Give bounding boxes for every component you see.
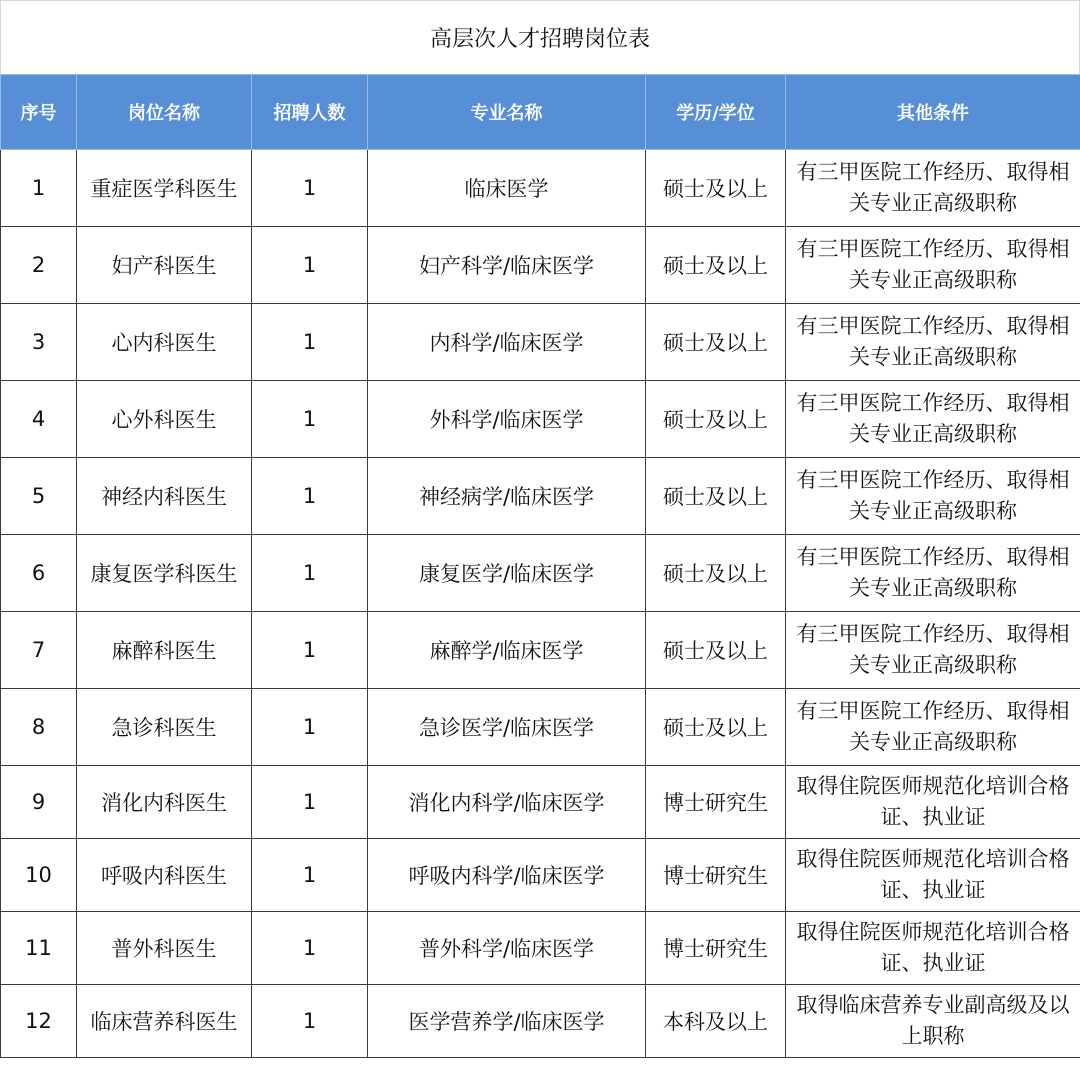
cell-other-conditions: 有三甲医院工作经历、取得相关专业正高级职称 [786,381,1080,458]
cell-position-name: 心内科医生 [77,304,252,381]
cell-position-name: 妇产科医生 [77,227,252,304]
cell-major: 消化内科学/临床医学 [368,766,646,839]
cell-degree: 博士研究生 [646,766,786,839]
table-row [1,535,1080,612]
cell-row-index: 3 [1,304,77,381]
header-other-conditions: 其他条件 [786,75,1080,150]
recruitment-table [0,74,1080,1058]
cell-other-conditions: 取得临床营养专业副高级及以上职称 [786,985,1080,1058]
header-position-name: 岗位名称 [77,75,252,150]
cell-row-index: 12 [1,985,77,1058]
cell-degree: 硕士及以上 [646,458,786,535]
cell-degree: 硕士及以上 [646,304,786,381]
cell-headcount: 1 [252,839,368,912]
cell-major: 普外科学/临床医学 [368,912,646,985]
cell-row-index: 4 [1,381,77,458]
cell-major: 医学营养学/临床医学 [368,985,646,1058]
cell-position-name: 急诊科医生 [77,689,252,766]
table-row [1,150,1080,227]
table-row [1,304,1080,381]
cell-other-conditions: 有三甲医院工作经历、取得相关专业正高级职称 [786,689,1080,766]
cell-other-conditions: 取得住院医师规范化培训合格证、执业证 [786,839,1080,912]
cell-headcount: 1 [252,912,368,985]
table-row [1,689,1080,766]
cell-major: 麻醉学/临床医学 [368,612,646,689]
cell-row-index: 10 [1,839,77,912]
cell-major: 呼吸内科学/临床医学 [368,839,646,912]
cell-row-index: 11 [1,912,77,985]
cell-row-index: 6 [1,535,77,612]
cell-row-index: 8 [1,689,77,766]
cell-major: 内科学/临床医学 [368,304,646,381]
cell-row-index: 5 [1,458,77,535]
cell-position-name: 消化内科医生 [77,766,252,839]
cell-row-index: 7 [1,612,77,689]
cell-row-index: 1 [1,150,77,227]
cell-major: 康复医学/临床医学 [368,535,646,612]
table-row [1,227,1080,304]
table-row [1,458,1080,535]
cell-other-conditions: 有三甲医院工作经历、取得相关专业正高级职称 [786,458,1080,535]
cell-other-conditions: 有三甲医院工作经历、取得相关专业正高级职称 [786,150,1080,227]
table-row [1,381,1080,458]
cell-position-name: 普外科医生 [77,912,252,985]
cell-degree: 硕士及以上 [646,381,786,458]
cell-degree: 博士研究生 [646,912,786,985]
cell-headcount: 1 [252,689,368,766]
cell-headcount: 1 [252,612,368,689]
cell-other-conditions: 取得住院医师规范化培训合格证、执业证 [786,766,1080,839]
header-degree: 学历/学位 [646,75,786,150]
cell-headcount: 1 [252,766,368,839]
cell-headcount: 1 [252,304,368,381]
cell-headcount: 1 [252,227,368,304]
cell-headcount: 1 [252,150,368,227]
cell-other-conditions: 有三甲医院工作经历、取得相关专业正高级职称 [786,612,1080,689]
cell-degree: 硕士及以上 [646,612,786,689]
cell-major: 临床医学 [368,150,646,227]
cell-other-conditions: 有三甲医院工作经历、取得相关专业正高级职称 [786,304,1080,381]
cell-position-name: 康复医学科医生 [77,535,252,612]
cell-other-conditions: 有三甲医院工作经历、取得相关专业正高级职称 [786,535,1080,612]
cell-major: 神经病学/临床医学 [368,458,646,535]
header-headcount: 招聘人数 [252,75,368,150]
cell-headcount: 1 [252,458,368,535]
cell-other-conditions: 取得住院医师规范化培训合格证、执业证 [786,912,1080,985]
table-row [1,912,1080,985]
table-body [1,150,1080,1058]
header-index: 序号 [1,75,77,150]
cell-degree: 硕士及以上 [646,689,786,766]
cell-degree: 博士研究生 [646,839,786,912]
cell-row-index: 2 [1,227,77,304]
cell-other-conditions: 有三甲医院工作经历、取得相关专业正高级职称 [786,227,1080,304]
cell-major: 妇产科学/临床医学 [368,227,646,304]
cell-major: 外科学/临床医学 [368,381,646,458]
cell-degree: 硕士及以上 [646,227,786,304]
cell-degree: 硕士及以上 [646,150,786,227]
table-row [1,839,1080,912]
cell-major: 急诊医学/临床医学 [368,689,646,766]
cell-row-index: 9 [1,766,77,839]
table-row [1,985,1080,1058]
cell-position-name: 重症医学科医生 [77,150,252,227]
table-header-row [1,75,1080,150]
cell-headcount: 1 [252,535,368,612]
cell-headcount: 1 [252,381,368,458]
cell-position-name: 神经内科医生 [77,458,252,535]
cell-degree: 硕士及以上 [646,535,786,612]
cell-degree: 本科及以上 [646,985,786,1058]
cell-position-name: 临床营养科医生 [77,985,252,1058]
table-row [1,612,1080,689]
cell-position-name: 心外科医生 [77,381,252,458]
header-major: 专业名称 [368,75,646,150]
cell-position-name: 呼吸内科医生 [77,839,252,912]
cell-headcount: 1 [252,985,368,1058]
page-title: 高层次人才招聘岗位表 [0,0,1080,74]
cell-position-name: 麻醉科医生 [77,612,252,689]
table-row [1,766,1080,839]
